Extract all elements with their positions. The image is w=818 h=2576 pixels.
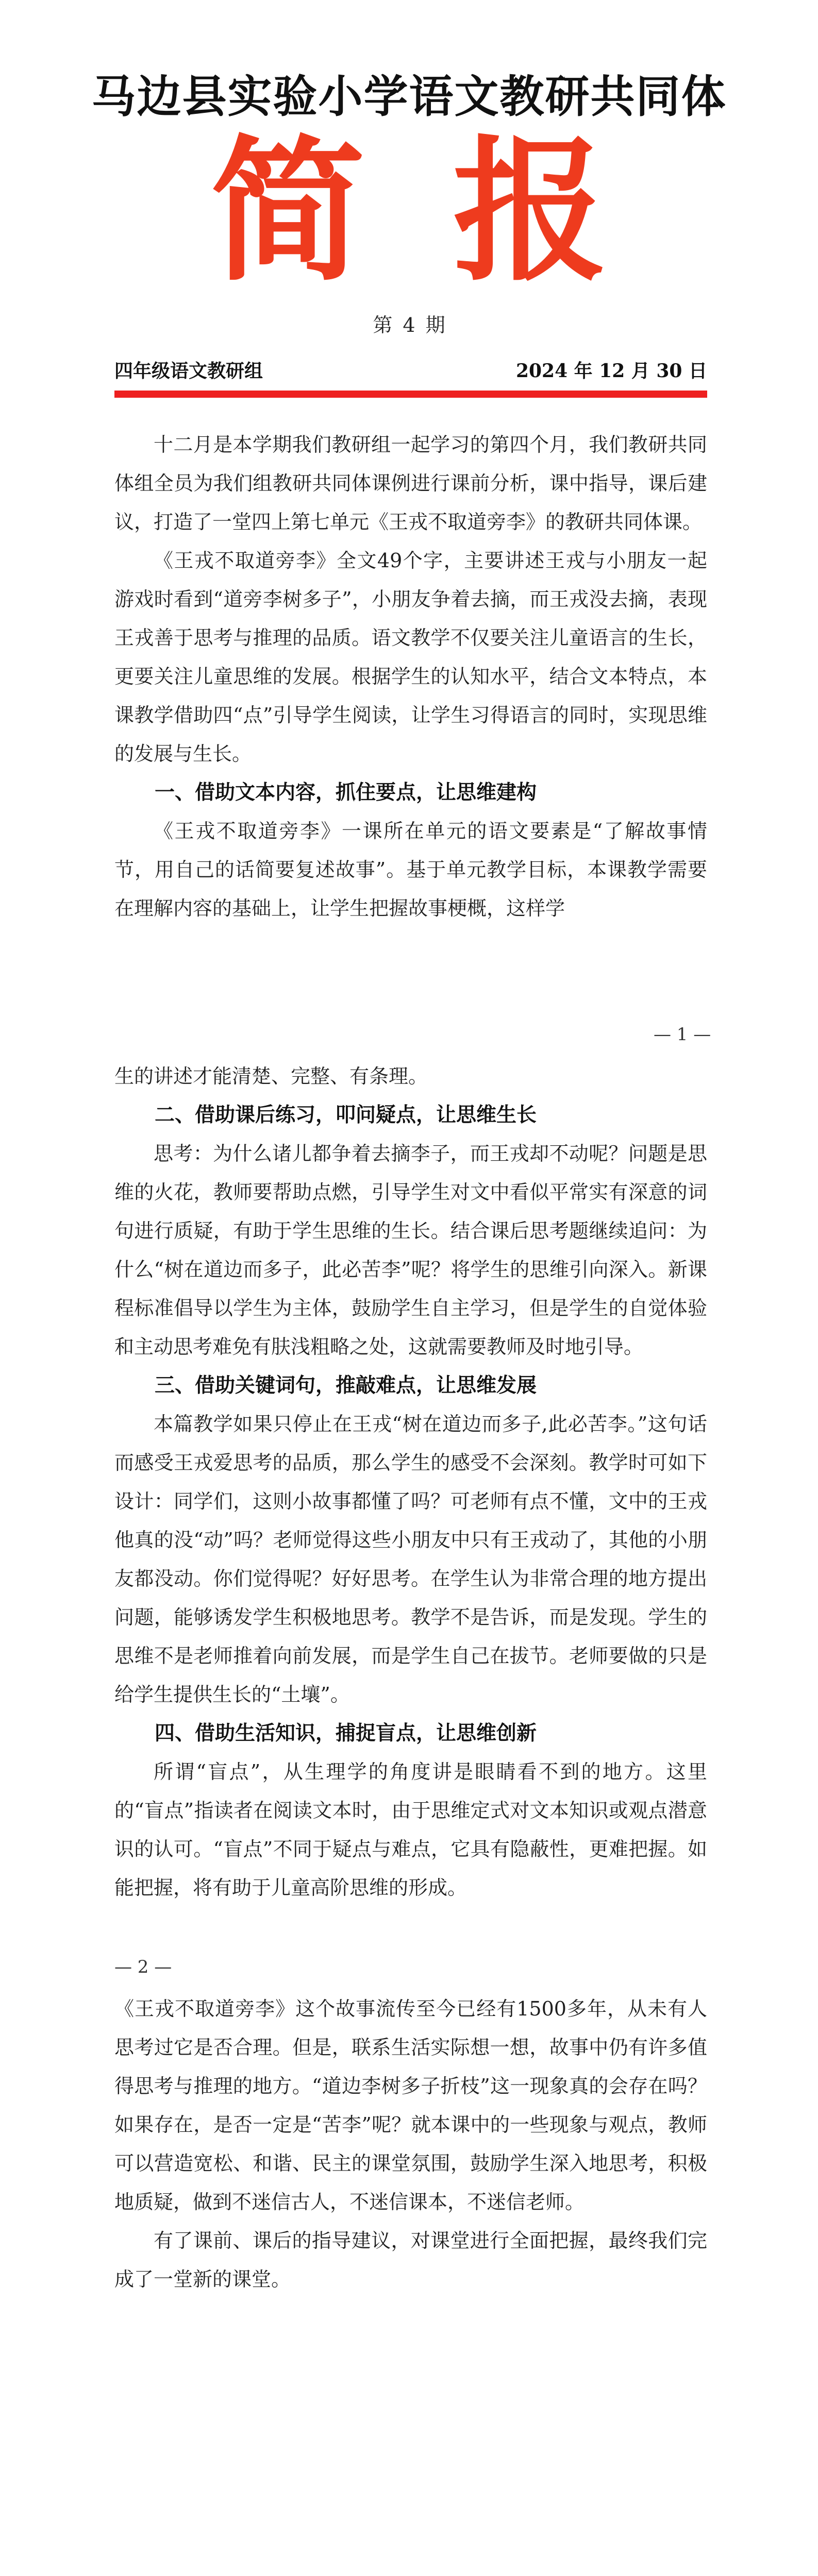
issue-number: 4	[403, 314, 415, 336]
heading-1-paragraph: 《王戎不取道旁李》一课所在单元的语文要素是“了解故事情节，用自己的话简要复述故事”。基于单元教学目标，本课教学需要在理解内容的基础上，让学生把握故事梗概，这样学	[114, 820, 707, 920]
red-divider	[114, 391, 707, 398]
heading-4: 四、借助生活知识，捕捉盲点，让思维创新	[155, 1722, 537, 1745]
closing-paragraph: 有了课前、课后的指导建议，对课堂进行全面把握，最终我们完成了一堂新的课堂。	[114, 2229, 707, 2291]
page3-body	[114, 1990, 707, 2299]
group-name: 四年级语文教研组	[114, 360, 263, 382]
heading-3: 三、借助关键词句，推敲难点，让思维发展	[155, 1374, 537, 1397]
issue-date: 2024 年 12 月 30 日	[515, 360, 707, 382]
page1-body	[114, 426, 707, 928]
intro-paragraph: 十二月是本学期我们教研组一起学习的第四个月，我们教研共同体组全员为我们组教研共同体课例进行课前分析，课中指导，课后建议，打造了一堂四上第七单元《王戎不取道旁李》的教研共同体课。	[114, 433, 707, 533]
heading-3-paragraph: 本篇教学如果只停止在王戎“树在道边而多子,此必苦李。”这句话而感受王戎爱思考的品质，那么学生的感受不会深刻。教学时可如下设计：同学们，这则小故事都懂了吗？可老师有点不懂，文中的王戎他真的没“动”吗？老师觉得这些小朋友中只有王戎动了，其他的小朋友都没动。你们觉得呢？好好思考。在学生认为非常合理的地方提出问题，能够诱发学生积极地思考。教学不是告诉，而是发现。学生的思维不是老师推着向前发展，而是学生自己在拔节。老师要做的只是给学生提供生长的“土壤”。	[114, 1413, 707, 1706]
heading-2: 二、借助课后练习，叩问疑点，让思维生长	[155, 1104, 537, 1127]
page2-body	[114, 1057, 707, 1907]
page-number-1: — 1 —	[654, 1024, 711, 1045]
continued-paragraph-2: 《王戎不取道旁李》这个故事流传至今已经有1500多年，从未有人思考过它是否合理。但是，联系生活实际想一想，故事中仍有许多值得思考与推理的地方。“道边李树多子折枝”这一现象真的会存在吗？如果存在，是否一定是“苦李”呢？就本课中的一些现象与观点，教师可以营造宽松、和谐、民主的课堂氛围，鼓励学生深入地思考，积极地质疑，做到不迷信古人，不迷信课本，不迷信老师。	[114, 1997, 707, 2213]
issue-prefix: 第	[373, 314, 393, 336]
bulletin-big-title: 简报	[210, 122, 695, 302]
masthead-title: 马边县实验小学语文教研共同体	[91, 71, 727, 123]
page-number-2: — 2 —	[114, 1957, 172, 1977]
issue-number-line	[0, 309, 818, 337]
continued-paragraph: 生的讲述才能清楚、完整、有条理。	[114, 1065, 428, 1088]
heading-2-paragraph: 思考：为什么诸儿都争着去摘李子，而王戎却不动呢？问题是思维的火花，教师要帮助点燃，引导学生对文中看似平常实有深意的词句进行质疑，有助于学生思维的生长。结合课后思考题继续追问：为什么“树在道边而多子，此必苦李”呢？将学生的思维引向深入。新课程标准倡导以学生为主体，鼓励学生自主学习，但是学生的自觉体验和主动思考难免有肤浅粗略之处，这就需要教师及时地引导。	[114, 1142, 707, 1358]
heading-1: 一、借助文本内容，抓住要点，让思维建构	[155, 781, 537, 804]
heading-4-paragraph: 所谓“盲点”，从生理学的角度讲是眼睛看不到的地方。这里的“盲点”指读者在阅读文本时，由于思维定式对文本知识或观点潜意识的认可。“盲点”不同于疑点与难点，它具有隐蔽性，更难把握。如能把握，将有助于儿童高阶思维的形成。	[114, 1760, 707, 1899]
issue-suffix: 期	[425, 314, 445, 336]
overview-paragraph: 《王戎不取道旁李》全文49个字，主要讲述王戎与小朋友一起游戏时看到“道旁李树多子”，小朋友争着去摘，而王戎没去摘，表现王戎善于思考与推理的品质。语文教学不仅要关注儿童语言的生长，更要关注儿童思维的发展。根据学生的认知水平，结合文本特点，本课教学借助四“点”引导学生阅读，让学生习得语言的同时，实现思维的发展与生长。	[114, 549, 707, 765]
